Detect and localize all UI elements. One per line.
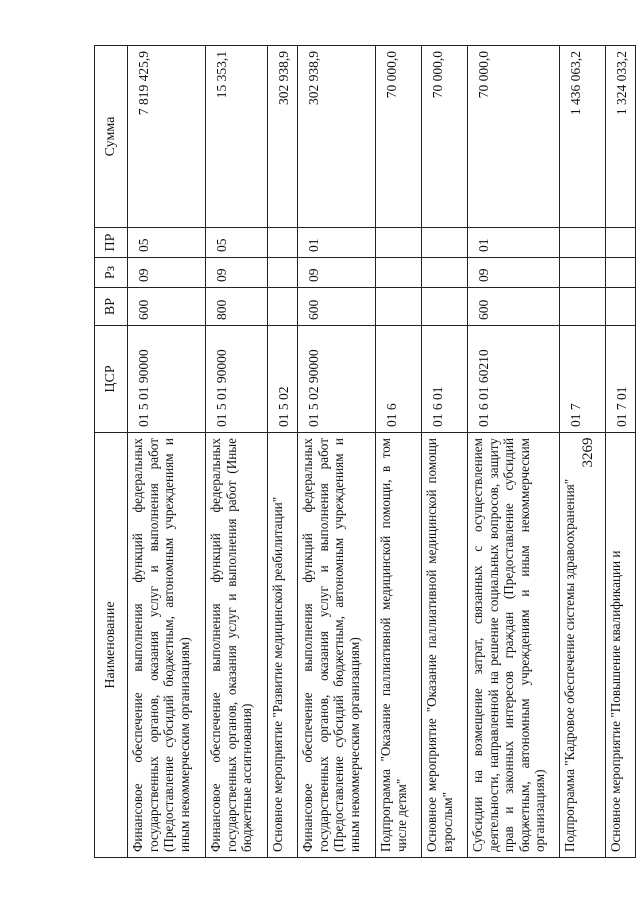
row-sum: 70 000,0 <box>422 46 468 228</box>
row-csr: 01 5 02 90000 <box>298 326 376 433</box>
table-row <box>468 46 560 858</box>
row-name: Основное мероприятие "Развитие медицинской реабилитации" <box>268 433 298 858</box>
page-number: 3269 <box>580 437 596 468</box>
row-csr: 01 6 01 60210 <box>468 326 560 433</box>
header-name: Наименование <box>95 433 128 858</box>
row-rz <box>376 258 422 288</box>
row-csr: 01 7 <box>560 326 606 433</box>
row-rz: 09 <box>298 258 376 288</box>
row-name: Подпрограмма "Оказание паллиативной медицинской помощи, в том числе детям" <box>376 433 422 858</box>
table-row <box>560 46 606 858</box>
row-vr: 600 <box>128 288 206 326</box>
row-pr <box>268 228 298 258</box>
row-rz <box>422 258 468 288</box>
table-row <box>128 46 206 858</box>
row-csr: 01 5 02 <box>268 326 298 433</box>
row-sum: 1 324 033,2 <box>606 46 636 228</box>
row-vr <box>560 288 606 326</box>
table-row <box>298 46 376 858</box>
header-vr: ВР <box>95 288 128 326</box>
row-pr: 01 <box>468 228 560 258</box>
row-sum: 70 000,0 <box>468 46 560 228</box>
row-sum: 7 819 425,9 <box>128 46 206 228</box>
row-sum: 302 938,9 <box>268 46 298 228</box>
row-sum: 302 938,9 <box>298 46 376 228</box>
row-vr: 600 <box>298 288 376 326</box>
row-pr <box>422 228 468 258</box>
row-pr: 05 <box>206 228 268 258</box>
row-vr: 800 <box>206 288 268 326</box>
row-vr <box>422 288 468 326</box>
table-row <box>268 46 298 858</box>
row-pr: 01 <box>298 228 376 258</box>
header-pr: ПР <box>95 228 128 258</box>
row-name: Основное мероприятие "Оказание паллиативной медицинской помощи взрослым" <box>422 433 468 858</box>
row-pr <box>376 228 422 258</box>
table-row <box>606 46 636 858</box>
row-csr: 01 5 01 90000 <box>128 326 206 433</box>
row-sum: 1 436 063,2 <box>560 46 606 228</box>
table-row <box>376 46 422 858</box>
row-pr <box>560 228 606 258</box>
row-pr: 05 <box>128 228 206 258</box>
table-row <box>206 46 268 858</box>
row-rz: 09 <box>468 258 560 288</box>
row-vr: 600 <box>468 288 560 326</box>
row-rz: 09 <box>206 258 268 288</box>
row-sum: 15 353,1 <box>206 46 268 228</box>
row-rz <box>606 258 636 288</box>
row-name: Подпрограмма "Кадровое обеспечение системы здравоохранения" <box>560 433 606 858</box>
row-name: Финансовое обеспечение выполнения функций федеральных государственных органов, оказания услуг и выполнения работ (Иные бюджетные ассигнования) <box>206 433 268 858</box>
table-row <box>422 46 468 858</box>
header-csr: ЦСР <box>95 326 128 433</box>
row-sum: 70 000,0 <box>376 46 422 228</box>
row-rz <box>268 258 298 288</box>
budget-table <box>94 45 636 858</box>
row-rz <box>560 258 606 288</box>
row-name: Финансовое обеспечение выполнения функций федеральных государственных органов, оказания услуг и выполнения работ (Предоставление субсидий бюджетным, автономным учреждениям и иным некоммерческим организациям) <box>298 433 376 858</box>
row-vr <box>606 288 636 326</box>
header-rz: Рз <box>95 258 128 288</box>
row-csr: 01 5 01 90000 <box>206 326 268 433</box>
row-csr: 01 6 01 <box>422 326 468 433</box>
row-name: Основное мероприятие "Повышение квалификации и <box>606 433 636 858</box>
row-vr <box>376 288 422 326</box>
row-rz: 09 <box>128 258 206 288</box>
header-sum: Сумма <box>95 46 128 228</box>
row-pr <box>606 228 636 258</box>
row-vr <box>268 288 298 326</box>
row-csr: 01 6 <box>376 326 422 433</box>
table-header-row <box>95 46 128 858</box>
row-name: Субсидии на возмещение затрат, связанных с осуществлением деятельности, направленной на решение социальных вопросов, защиту прав и законных интересов граждан (Предоставление субсидий бюджетным, автономным учреждениям и иным некоммерческим организациям) <box>468 433 560 858</box>
row-name: Финансовое обеспечение выполнения функций федеральных государственных органов, оказания услуг и выполнения работ (Предоставление субсидий бюджетным, автономным учреждениям и иным некоммерческим организациям) <box>128 433 206 858</box>
row-csr: 01 7 01 <box>606 326 636 433</box>
